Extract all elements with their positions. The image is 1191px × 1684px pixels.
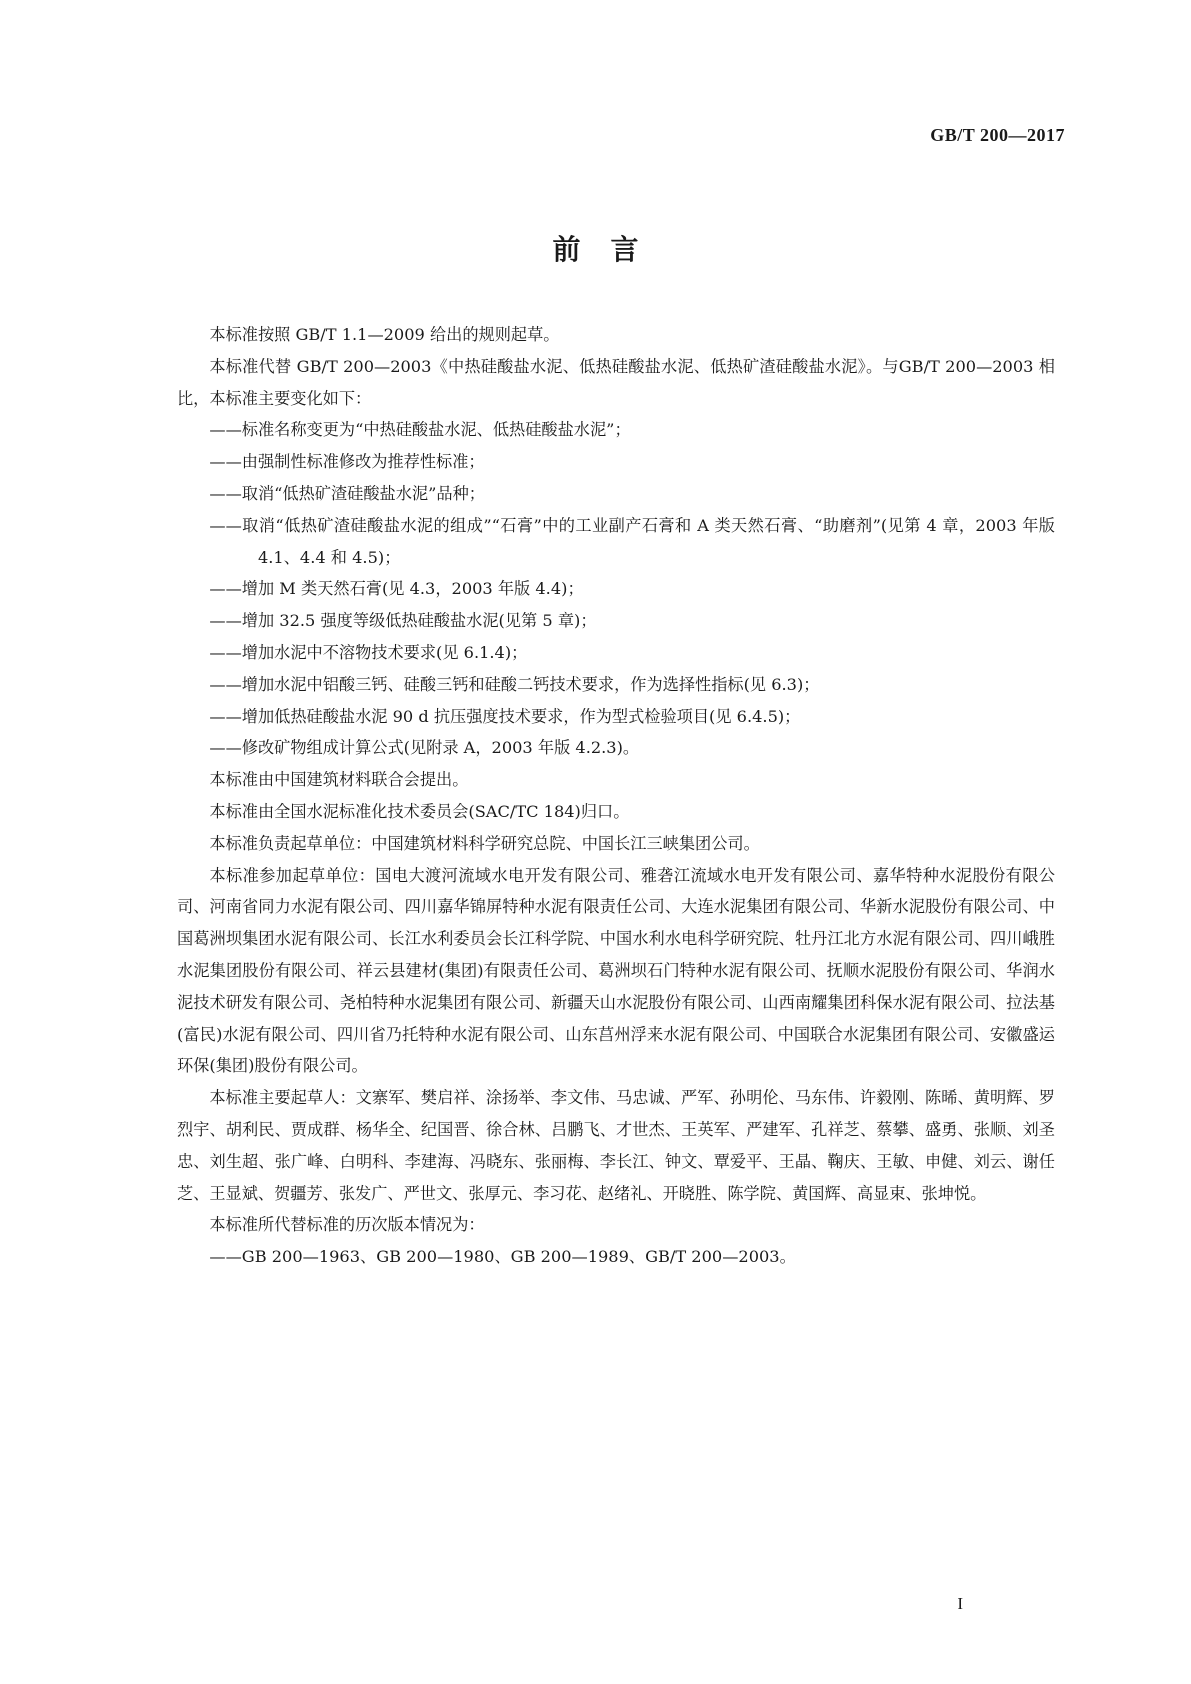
- paragraph-proposer: 本标准由中国建筑材料联合会提出。: [209, 770, 469, 790]
- list-item: ——增加水泥中不溶物技术要求(见 6.1.4)；: [209, 642, 528, 662]
- paragraph-drafting-rules: 本标准按照 GB/T 1.1—2009 给出的规则起草。: [209, 325, 560, 344]
- page-number: I: [957, 1594, 963, 1613]
- list-item: ——增加低热硅酸盐水泥 90 d 抗压强度技术要求，作为型式检验项目(见 6.4.5)；: [209, 706, 801, 726]
- list-item: ——取消“低热矿渣硅酸盐水泥的组成”“石膏”中的工业副产石膏和 A 类天然石膏、“助磨剂”(见第 4 章，2003 年版 4.1、4.4 和 4.5)；: [209, 515, 1055, 567]
- standard-code: GB/T 200—2017: [930, 125, 1065, 145]
- paragraph-history-intro: 本标准所代替标准的历次版本情况为：: [209, 1215, 485, 1235]
- list-item: ——由强制性标准修改为推荐性标准；: [209, 452, 485, 472]
- paragraph-participating-drafters: 本标准参加起草单位：国电大渡河流域水电开发有限公司、雅砻江流域水电开发有限公司、嘉华特种水泥股份有限公司、河南省同力水泥有限公司、四川嘉华锦屏特种水泥有限责任公司、大连水泥集团有限公司、华新水泥股份有限公司、中国葛洲坝集团水泥有限公司、长江水利委员会长江科学院、中国水利水电科学研究院、牡丹江北方水泥有限公司、四川峨胜水泥集团股份有限公司、祥云县建材(集团)有限责任公司、葛洲坝石门特种水泥有限公司、抚顺水泥股份有限公司、华润水泥技术研发有限公司、尧柏特种水泥集团有限公司、新疆天山水泥股份有限公司、山西南耀集团科保水泥有限公司、拉法基(富民)水泥有限公司、四川省乃托特种水泥有限公司、山东莒州浮来水泥有限公司、中国联合水泥集团有限公司、安徽盛运环保(集团)股份有限公司。: [177, 865, 1055, 1076]
- list-item: ——增加 M 类天然石膏(见 4.3，2003 年版 4.4)；: [209, 579, 584, 599]
- paragraph-committee: 本标准由全国水泥标准化技术委员会(SAC/TC 184)归口。: [209, 801, 630, 821]
- list-item: ——增加 32.5 强度等级低热硅酸盐水泥(见第 5 章)；: [209, 611, 597, 631]
- list-item: ——标准名称变更为“中热硅酸盐水泥、低热硅酸盐水泥”；: [209, 420, 631, 440]
- list-item: ——修改矿物组成计算公式(见附录 A，2003 年版 4.2.3)。: [209, 738, 640, 758]
- history-item: ——GB 200—1963、GB 200—1980、GB 200—1989、GB/T 200—2003。: [209, 1247, 796, 1267]
- list-item: ——增加水泥中铝酸三钙、硅酸三钙和硅酸二钙技术要求，作为选择性指标(见 6.3)；: [209, 674, 820, 694]
- list-item: ——取消“低热矿渣硅酸盐水泥”品种；: [209, 483, 485, 503]
- changes-list: [177, 414, 1055, 764]
- paragraph-replacement: 本标准代替 GB/T 200—2003《中热硅酸盐水泥、低热硅酸盐水泥、低热矿渣硅酸盐水泥》。与GB/T 200—2003 相比，本标准主要变化如下：: [177, 356, 1055, 408]
- page-title: 前言: [552, 233, 669, 266]
- paragraph-main-drafters: 本标准主要起草人：文寨军、樊启祥、涂扬举、李文伟、马忠诚、严军、孙明伦、马东伟、许毅刚、陈晞、黄明辉、罗烈宇、胡利民、贾成群、杨华全、纪国晋、徐合林、吕鹏飞、才世杰、王英军、严建军、孔祥芝、蔡攀、盛勇、张顺、刘圣忠、刘生超、张广峰、白明科、李建海、冯晓东、张丽梅、李长江、钟文、覃爱平、王晶、鞠庆、王敏、申健、刘云、谢任芝、王显斌、贺疆芳、张发广、严世文、张厚元、李习花、赵绪礼、开晓胜、陈学院、黄国辉、高显束、张坤悦。: [177, 1088, 1055, 1203]
- paragraph-lead-drafters: 本标准负责起草单位：中国建筑材料科学研究总院、中国长江三峡集团公司。: [209, 833, 760, 853]
- document-body: [177, 319, 1055, 1273]
